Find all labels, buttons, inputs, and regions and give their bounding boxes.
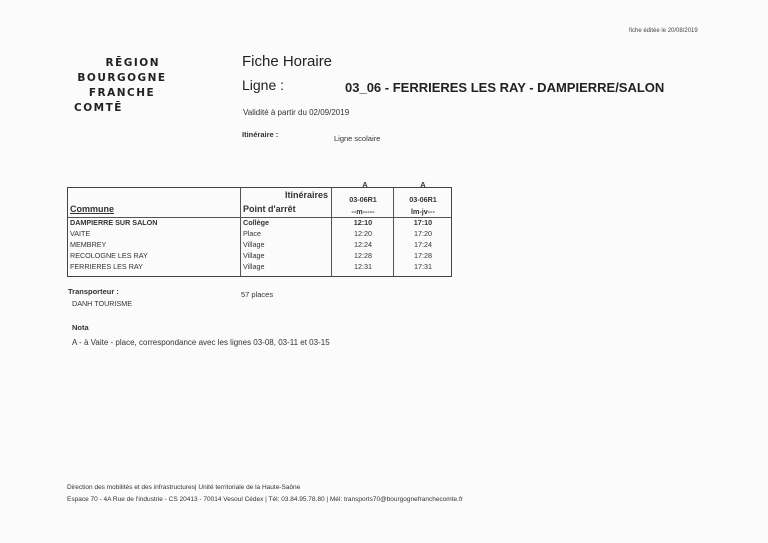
nota-text: A - à Vaite - place, correspondance avec les lignes 03-08, 03-11 et 03-15	[72, 338, 330, 347]
row-time: 12:10	[353, 218, 373, 227]
commune-header: Commune	[70, 204, 115, 214]
row-commune: FERRIERES LES RAY	[70, 262, 143, 271]
row-time: 17:28	[414, 251, 432, 260]
itineraires-header: Itinéraires	[284, 190, 328, 200]
row-time: 12:28	[354, 251, 372, 260]
row-time: 17:20	[414, 229, 432, 238]
row-stop: Village	[243, 251, 265, 260]
row-time: 12:24	[354, 240, 372, 249]
logo-line-bourgogne: BOURGOGNE	[77, 72, 167, 84]
row-commune: DAMPIERRE SUR SALON	[70, 218, 158, 227]
row-commune: RECOLOGNE LES RAY	[70, 251, 148, 260]
itinerary-label: Itinéraire :	[242, 130, 279, 139]
row-commune: MEMBREY	[70, 240, 107, 249]
course-tag-1: A	[362, 180, 368, 189]
column-divider	[240, 188, 241, 276]
itinerary-value: Ligne scolaire	[334, 134, 381, 143]
logo-line-region: RĒGION	[105, 57, 160, 69]
row-stop: Place	[243, 229, 261, 238]
row-stop: Collège	[243, 218, 269, 227]
course-tag-2: A	[420, 180, 426, 189]
region-logo	[72, 56, 172, 116]
row-stop: Village	[243, 240, 265, 249]
footer-address: Espace 70 - 4A Rue de l'industrie - CS 20413 - 70014 Vesoul Cédex | Tél: 03.84.95.78.80 | Mél: transports70@bourgognefranchecomte.fr	[67, 496, 463, 503]
row-stop: Village	[243, 262, 265, 271]
column-divider	[331, 188, 332, 276]
seat-count: 57 places	[241, 290, 274, 299]
row-time: 17:10	[413, 218, 433, 227]
row-time: 12:31	[354, 262, 372, 271]
course-code-1: 03-06R1	[349, 195, 377, 204]
line-label: Ligne :	[242, 77, 285, 93]
edition-date: fiche éditée le 20/08/2019	[629, 28, 698, 34]
timetable	[67, 187, 452, 277]
page-title: Fiche Horaire	[242, 53, 333, 70]
nota-label: Nota	[72, 323, 89, 332]
row-time: 12:20	[354, 229, 372, 238]
logo-line-comte: COMTĒ	[74, 102, 123, 114]
course-code-2: 03-06R1	[409, 195, 437, 204]
course-days-2: lm-jv---	[411, 207, 435, 216]
stop-header: Point d'arrêt	[243, 204, 296, 214]
footer-direction: Direction des mobilités et des infrastructures| Unité territoriale de la Haute-Saône	[67, 484, 301, 491]
line-name: 03_06 - FERRIERES LES RAY - DAMPIERRE/SALON	[345, 80, 665, 95]
row-commune: VAITE	[70, 229, 91, 238]
row-time: 17:24	[414, 240, 432, 249]
validity-date: Validité à partir du 02/09/2019	[243, 108, 350, 117]
course-days-1: --m-----	[351, 207, 375, 216]
row-time: 17:31	[414, 262, 432, 271]
transporteur-name: DANH TOURISME	[72, 299, 133, 308]
logo-line-franche: FRANCHE	[88, 87, 156, 99]
transporteur-label: Transporteur :	[68, 287, 119, 296]
